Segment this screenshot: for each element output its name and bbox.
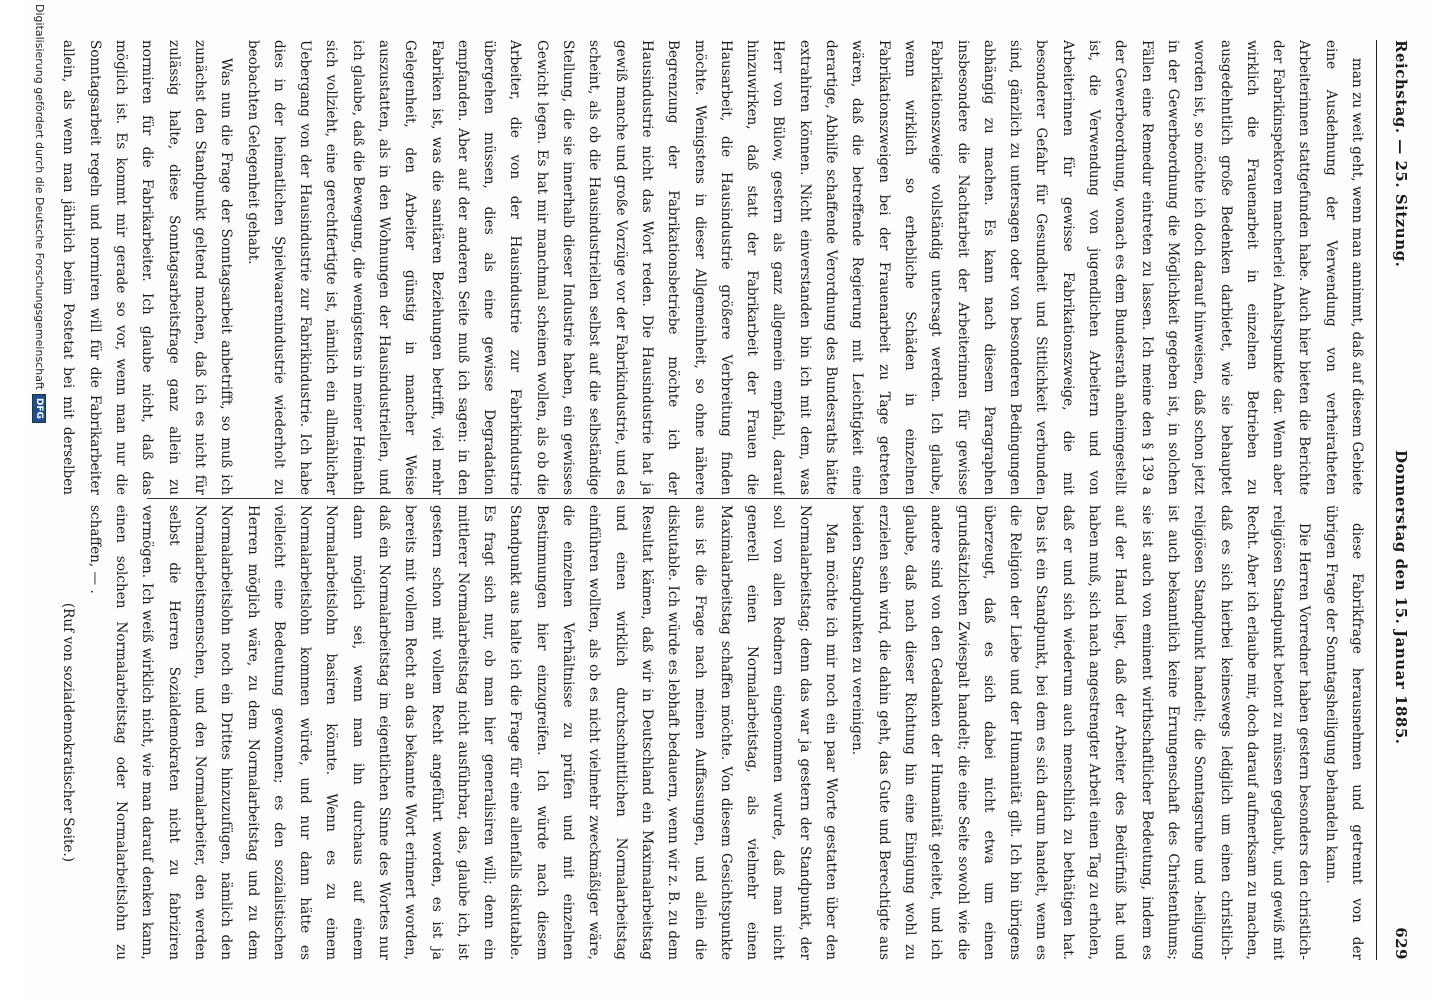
interjection: (Ruf von sozialdemokratischer Seite.) <box>60 602 77 863</box>
header-date: Donnerstag den 15. Januar 1885. <box>1392 450 1410 745</box>
column-divider <box>147 498 1042 499</box>
dfg-logo: DFG <box>33 394 47 423</box>
paragraph: diese Fabrikfrage herausnehmen und getrennt von der übrigen Frage der Sonntagsheiligung behandeln kann. <box>1322 505 1365 960</box>
page-number: 629 <box>1392 927 1410 960</box>
paragraph: Man möchte ich mir noch ein paar Worte gestatten über den Normalarbeitstag; denn das war ja gestern der Standpunkt, der soll von allen Rednern eingenommen wurde, daß man nicht generell einen Normalarbeitstag, als vielmehr einen Maximalarbeitstag schaffen möchte. Von diesem Gesichtspunkte aus ist die Frage nach meinen Auffassungen, und allein die diskutable. Ich würde es lebhaft bedauern, wenn wir z. B. zu dem Resultat kämen, daß wir in Deutschland ein Maximalarbeitstag und einen wirklich durchschnittlichen Normalarbeitstag einführen wollten, als ob es nicht vielmehr zweckmäßiger wäre, die einzelnen Verhältnisse zu prüfen und mit einzelnen Bestimmungen hier einzugreifen. Ich würde nach diesem Standpunkt aus halte ich die Frage für eine allenfalls diskutable. Es fragt sich nur, ob man hier generalisiren will; denn ein mittlerer Normalarbeitstag nicht ausführbar, das, glaube ich, ist gestern schon mit vollem Recht angeführt worden, es ist ja bereits mit vollem Recht an das bekannte Wort erinnert worden, daß ein Normalarbeitstag im eigentlichen Sinne des Wortes nur dann möglich sei, wenn man ihn durchaus auf einem Normalarbeitslohn basiren könnte. Wenn es zu einem Normalarbeitslohn kommen würde, und nur dann hätte es vielleicht eine Bedeutung gewonnen; es den sozialistischen Herren möglich wäre, zu dem Normalarbeitstag und zu dem Normalarbeitslohn noch ein Drittes hinzuzufügen, nämlich den Normalarbeitsmenschen, und den Normalarbeiter, den werden selbst die Herren Sozialdemokraten nicht zu fabriziren vermögen. Ich weiß wirklich nicht, wie man darauf denken kann, einen solchen Normalarbeitstag oder Normalarbeitslohn zu schaffen, — . <box>86 505 840 960</box>
right-column <box>57 505 1370 960</box>
header-rule <box>1376 40 1377 960</box>
paragraph: Was nun die Frage der Sonntagsarbeit anbetrifft, so muß ich zunächst den Standpunkt geltend machen, daß ich es nicht für zulässig halte, diese Sonntagsarbeitsfrage ganz allein zu normiren für die Fabrikarbeiter. Ich glaube nicht, daß das möglich ist. Es kommt mir gerade so vor, wenn man nur die Sonntagsarbeit regeln und normiren will für die Fabrikarbeiter allein, als wenn man jährlich beim Postetat bei mit derselben <box>60 40 235 495</box>
page-header <box>1380 40 1410 960</box>
credit-text: Digitalisierung gefördert durch die Deutsche Forschungsgemeinschaft <box>33 4 46 390</box>
paragraph: man zu weit geht, wenn man annimmt, daß auf diesem Gebiete eine Ausdehnung der Verwendung von verheiratheten Arbeiterinnen stattgefunden habe. Auch hier bieten die Berichte der Fabrikinspektoren mancherlei Anhaltspunkte dar. Wenn aber wirklich die Frauenarbeit in einzelnen Betrieben zu ausgedehntlich große Bedenken darbietet, wie sie behauptet worden ist, so möchte ich doch darauf hinweisen, daß schon jetzt in der Gewerbeordnung die Möglichkeit gegeben ist, in solchen Fällen eine Remedur eintreten zu lassen. Ich meine den § 139 a der Gewerbeordnung, wonach es dem Bundesrath anheimgestellt ist, die Verwendung von jugendlichen Arbeitern und von Arbeiterinnen für gewisse Fabrikationszweige, die mit besonderer Gefahr für Gesundheit und Sittlichkeit verbunden sind, gänzlich zu untersagen oder von besonderen Bedingungen abhängig zu machen. Es kann nach diesem Paragraphen insbesondere die Nachtarbeit der Arbeiterinnen für gewisse Fabrikationszweige vollständig untersagt werden. Ich glaube, wenn wirklich so erhebliche Schäden in einzelnen Fabrikationszweigen bei der Frauenarbeit zu Tage getreten wären, daß die betreffende Regierung mit Leichtigkeit eine derartige, Abhilfe schaffende Verordnung des Bundesraths hätte extrahiren können. Nicht einverstanden bin ich mit dem, was Herr von Bülow, gestern als ganz allgemein empfahl, darauf hinzuwirken, daß statt der Fabrikarbeit der Frauen die Hausarbeit, die Hausindustrie größere Verbreitung finden möchte. Wenigstens in dieser Allgemeinheit, so ohne nähere Begrenzung der Fabrikationsbetriebe möchte ich der Hausindustrie nicht das Wort reden. Die Hausindustrie hat ja gewiß manche und große Vorzüge vor der Fabrikindustrie, und es scheint, als ob die Hausindustriellen selbst auf die selbständige Stellung, die sie innerhalb dieser Industrie haben, ein gewisses Gewicht legen. Es hat mir manchmal scheinen wollen, als ob die Arbeiter, die von der Hausindustrie zur Fabrikindustrie übergehen müssen, dies als eine gewisse Degradation empfanden. Aber auf der anderen Seite muß ich sagen: in den Fabriken ist, was die sanitären Beziehungen betrifft, viel mehr Gelegenheit, den Arbeiter günstig in mancher Weise auszustatten, als in den Wohnungen der Hausindustriellen, und ich glaube, daß die Bewegung, die wenigstens in meiner Heimath sich vollzieht, eine gerechtfertigte ist, nämlich ein allmählicher Uebergang von der Hausindustrie zur Fabrikindustrie. Ich habe dies in der heimatlichen Spielwaarenindustrie wiederholt zu beobachten Gelegenheit gehabt. <box>244 40 1365 495</box>
header-left: Reichstag. — 25. Sitzung. <box>1392 40 1410 268</box>
paragraph: Die Herren Vorredner haben gestern besonders den christlich-religiösen Standpunkt betont zu müssen geglaubt, und gewiß mit Recht. Aber ich erlaube mir, doch darauf aufmerksam zu machen, daß es sich hierbei keineswegs lediglich um einen christlich-religiösen Standpunkt handelt; die Sonntagsruhe und -heiligung ist auch bekanntlich keine Errungenschaft des Christenthums; sie ist auch von eminent wirthschaftlicher Bedeutung, indem es auf der Hand liegt, daß der Arbeiter des Bedürfniß hat und haben muß, sich nach angestrengter Arbeit einen Tag zu erholen, daß er und sich wiederum auch menschlich zu bethätigen hat. Das ist ein Standpunkt, bei dem es sich darum handelt, wenn es die Religion der Liebe und der Humanität gilt. Ich bin übrigens überzeugt, daß es sich dabei nicht etwa um einen grundsätzlichen Zwiespalt handelt; die eine Seite sowohl wie die andere sind von den Gedanken der Humanität geleitet, und ich glaube, daß nach dieser Richtung hin eine Einigung wohl zu erzielen sein wird, die dahin geht, das Gute und Berechtigte aus beiden Standpunkten zu vereinigen. <box>849 505 1313 960</box>
newspaper-page <box>27 0 1432 1000</box>
left-column <box>57 40 1370 495</box>
digitization-credit <box>27 0 52 1000</box>
